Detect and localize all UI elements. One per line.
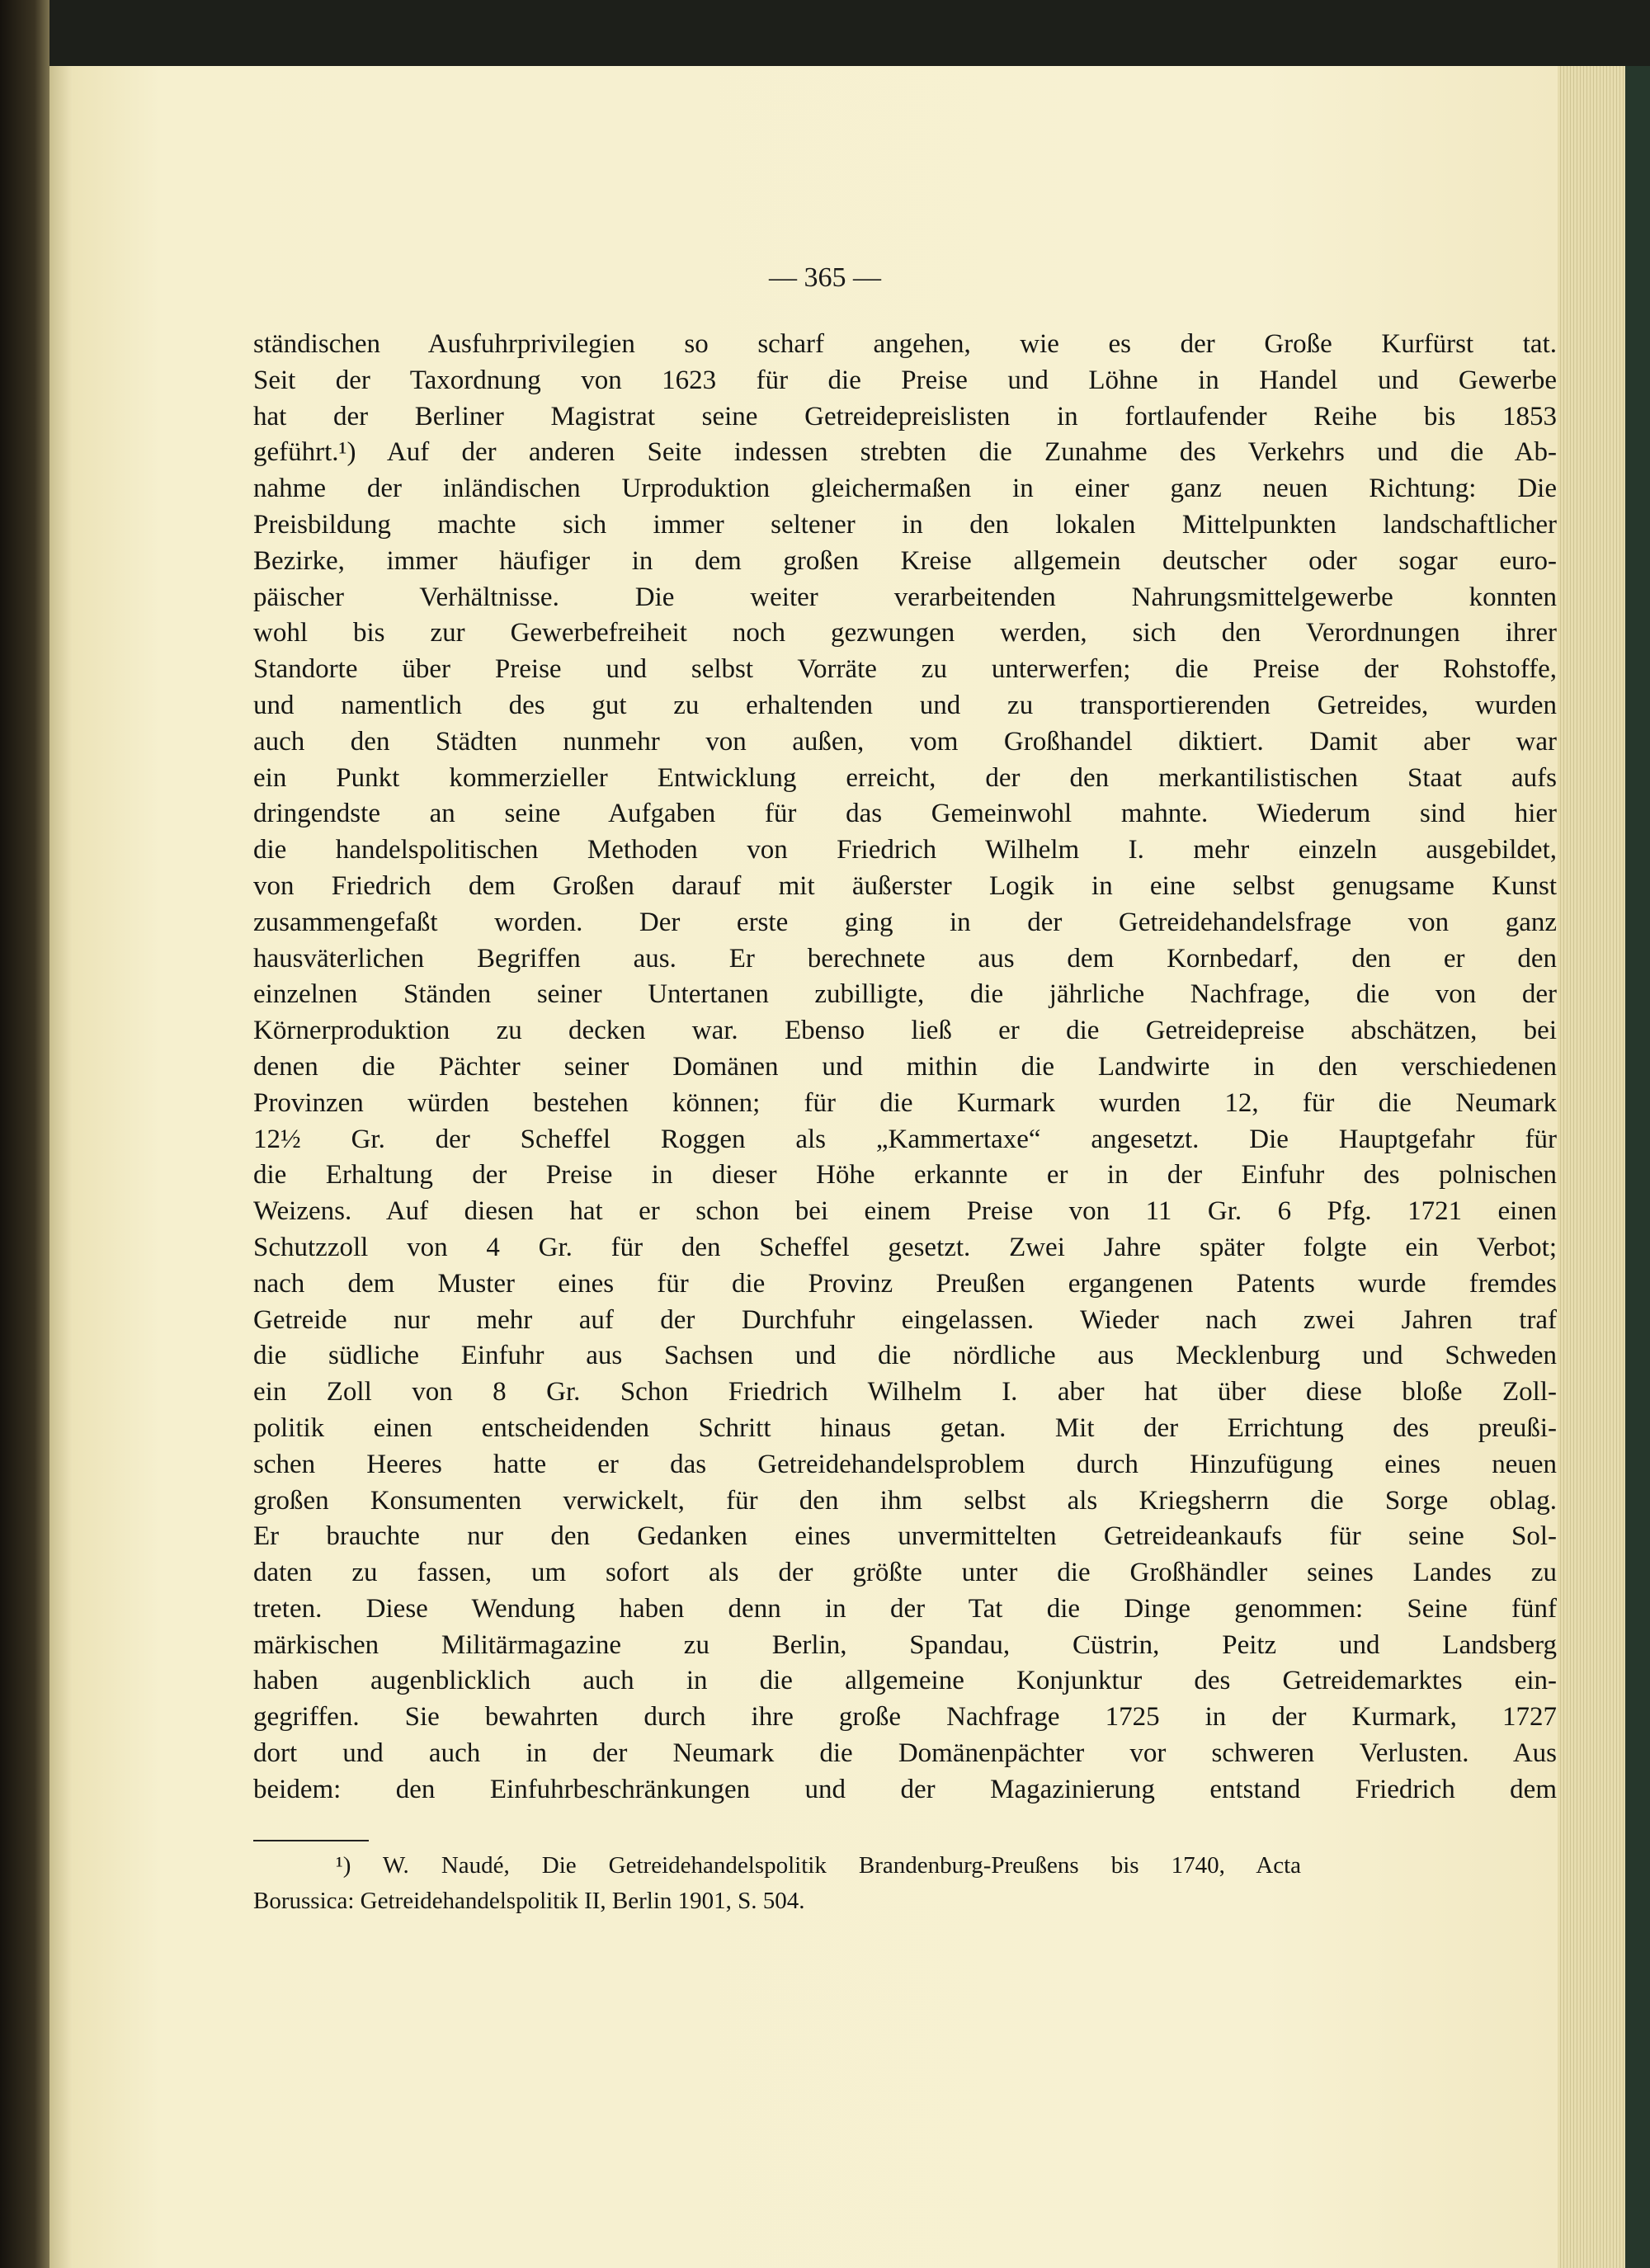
- text-line: nach dem Muster eines für die Provinz Preußen ergangenen Patents wurde fremdes: [253, 1268, 1557, 1299]
- footnote-line: ¹) W. Naudé, Die Getreidehandelspolitik Brandenburg-Preußens bis 1740, Acta: [336, 1852, 1301, 1879]
- text-line: beidem: den Einfuhrbeschränkungen und der Magazinierung entstand Friedrich dem: [253, 1774, 1557, 1804]
- text-line: päischer Verhältnisse. Die weiter verarbeitenden Nahrungsmittelgewerbe konnten: [253, 582, 1557, 612]
- text-line: Bezirke, immer häufiger in dem großen Kreise allgemein deutscher oder sogar euro-: [253, 545, 1557, 576]
- text-line: die südliche Einfuhr aus Sachsen und die nördliche aus Mecklenburg und Schweden: [253, 1341, 1557, 1371]
- left-page-edge: [50, 0, 74, 2268]
- text-line: die handelspolitischen Methoden von Friedrich Wilhelm I. mehr einzeln ausgebildet,: [253, 835, 1557, 865]
- footnote: [253, 1848, 1301, 1919]
- text-line: ein Zoll von 8 Gr. Schon Friedrich Wilhelm I. aber hat über diese bloße Zoll-: [253, 1377, 1557, 1407]
- footnote-rule: [253, 1840, 369, 1841]
- text-line: Preisbildung machte sich immer seltener in den lokalen Mittelpunkten landschaftlicher: [253, 509, 1557, 540]
- text-line: hausväterlichen Begriffen aus. Er berechnete aus dem Kornbedarf, den er den: [253, 943, 1557, 974]
- page-number: — 365 —: [769, 262, 881, 293]
- text-line: ständischen Ausfuhrprivilegien so scharf angehen, wie es der Große Kurfürst tat.: [253, 329, 1557, 359]
- text-line: dort und auch in der Neumark die Domänenpächter vor schweren Verlusten. Aus: [253, 1738, 1557, 1769]
- text-line: Provinzen würden bestehen können; für die Kurmark wurden 12, für die Neumark: [253, 1087, 1557, 1118]
- text-line: schen Heeres hatte er das Getreidehandelsproblem durch Hinzufügung eines neuen: [253, 1449, 1557, 1479]
- text-line: treten. Diese Wendung haben denn in der Tat die Dinge genommen: Seine fünf: [253, 1593, 1557, 1624]
- book-spine-shadow: [0, 0, 50, 2268]
- text-line: gegriffen. Sie bewahrten durch ihre große Nachfrage 1725 in der Kurmark, 1727: [253, 1702, 1557, 1733]
- text-line: Standorte über Preise und selbst Vorräte zu unterwerfen; die Preise der Rohstoffe,: [253, 654, 1557, 685]
- text-line: Seit der Taxordnung von 1623 für die Preise und Löhne in Handel und Gewerbe: [253, 365, 1557, 395]
- text-line: Körnerproduktion zu decken war. Ebenso ließ er die Getreidepreise abschätzen, bei: [253, 1016, 1557, 1046]
- body-text: [253, 327, 1557, 1808]
- text-line: von Friedrich dem Großen darauf mit äußerster Logik in eine selbst genugsame Kunst: [253, 870, 1557, 901]
- book-cover-edge: [1625, 50, 1650, 2268]
- text-line: politik einen entscheidenden Schritt hinaus getan. Mit der Errichtung des preußi-: [253, 1412, 1557, 1443]
- text-line: haben augenblicklich auch in die allgemeine Konjunktur des Getreidemarktes ein-: [253, 1666, 1557, 1696]
- text-line: großen Konsumenten verwickelt, für den ihm selbst als Kriegsherrn die Sorge oblag.: [253, 1485, 1557, 1516]
- text-line: 12½ Gr. der Scheffel Roggen als „Kammertaxe“ angesetzt. Die Hauptgefahr für: [253, 1124, 1557, 1154]
- page-stack-edge: [1558, 58, 1625, 2268]
- scan-background: [50, 0, 1650, 66]
- text-line: märkischen Militärmagazine zu Berlin, Spandau, Cüstrin, Peitz und Landsberg: [253, 1629, 1557, 1660]
- text-line: Er brauchte nur den Gedanken eines unvermittelten Getreideankaufs für seine Sol-: [253, 1521, 1557, 1552]
- text-line: auch den Städten nunmehr von außen, vom Großhandel diktiert. Damit aber war: [253, 726, 1557, 757]
- text-line: dringendste an seine Aufgaben für das Gemeinwohl mahnte. Wiederum sind hier: [253, 799, 1557, 829]
- text-line: Getreide nur mehr auf der Durchfuhr eingelassen. Wieder nach zwei Jahren traf: [253, 1304, 1557, 1335]
- text-line: hat der Berliner Magistrat seine Getreidepreislisten in fortlaufender Reihe bis 1853: [253, 401, 1557, 431]
- text-line: nahme der inländischen Urproduktion gleichermaßen in einer ganz neuen Richtung: Die: [253, 474, 1557, 504]
- text-line: die Erhaltung der Preise in dieser Höhe erkannte er in der Einfuhr des polnischen: [253, 1160, 1557, 1191]
- text-line: zusammengefaßt worden. Der erste ging in der Getreidehandelsfrage von ganz: [253, 907, 1557, 937]
- text-line: denen die Pächter seiner Domänen und mithin die Landwirte in den verschiedenen: [253, 1051, 1557, 1082]
- text-line: daten zu fassen, um sofort als der größte unter die Großhändler seines Landes zu: [253, 1558, 1557, 1588]
- footnote-line: Borussica: Getreidehandelspolitik II, Berlin 1901, S. 504.: [253, 1888, 805, 1914]
- text-line: ein Punkt kommerzieller Entwicklung erreicht, der den merkantilistischen Staat aufs: [253, 762, 1557, 793]
- text-line: geführt.¹) Auf der anderen Seite indessen strebten die Zunahme des Verkehrs und die Ab-: [253, 437, 1557, 468]
- text-line: Weizens. Auf diesen hat er schon bei einem Preise von 11 Gr. 6 Pfg. 1721 einen: [253, 1196, 1557, 1227]
- text-line: einzelnen Ständen seiner Untertanen zubilligte, die jährliche Nachfrage, die von der: [253, 979, 1557, 1010]
- text-line: wohl bis zur Gewerbefreiheit noch gezwungen werden, sich den Verordnungen ihrer: [253, 618, 1557, 648]
- text-line: und namentlich des gut zu erhaltenden und zu transportierenden Getreides, wurden: [253, 690, 1557, 720]
- text-line: Schutzzoll von 4 Gr. für den Scheffel gesetzt. Zwei Jahre später folgte ein Verbot;: [253, 1232, 1557, 1262]
